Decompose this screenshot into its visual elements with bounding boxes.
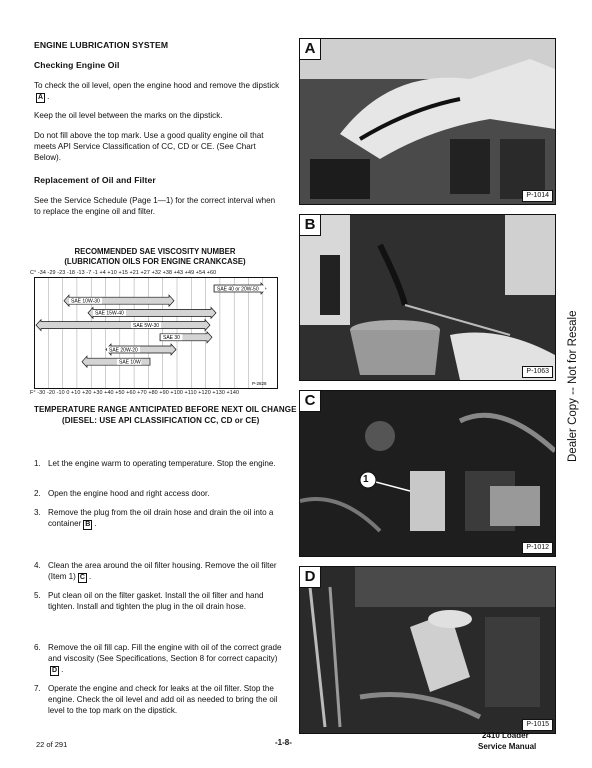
- viscosity-bar-label: SAE 15W-40: [95, 310, 124, 317]
- photo-b-letter: B: [299, 214, 321, 236]
- paragraph-oil-level: Keep the oil level between the marks on the dipstick.: [34, 111, 223, 120]
- photo-c-letter: C: [299, 390, 321, 412]
- subheading-checking-oil: Checking Engine Oil: [34, 60, 120, 70]
- figure-ref-b: B: [85, 521, 91, 528]
- photo-a-letter: A: [299, 38, 321, 60]
- photo-b-id: P-1063: [522, 366, 553, 378]
- temperature-range-heading: TEMPERATURE RANGE ANTICIPATED BEFORE NEXT OIL CHANGE: [34, 405, 297, 414]
- viscosity-bar-label: SAE 40 or 20W-50: [217, 286, 259, 293]
- step-5: 5. Put clean oil on the filter gasket. Install the oil filter and hand tighten. Install and tighten the plug in the oil drain hose.: [34, 591, 264, 611]
- step-1: 1. Let the engine warm to operating temperature. Stop the engine.: [34, 459, 276, 468]
- viscosity-bar-label: SAE 10W-30: [71, 298, 100, 305]
- footer-manual: Service Manual: [478, 742, 537, 751]
- viscosity-chart: [34, 277, 278, 389]
- photo-d: [299, 566, 556, 734]
- chart-code: P-2828: [252, 381, 267, 386]
- api-classification-note: (DIESEL: USE API CLASSIFICATION CC, CD or CE): [62, 416, 260, 425]
- viscosity-bar-label: SAE 10W: [119, 359, 141, 366]
- viscosity-bar-label: SAE 20W-20: [109, 347, 138, 354]
- paragraph-service-schedule: See the Service Schedule (Page 1—1) for the correct interval when to replace the engine oil and filter.: [34, 196, 276, 216]
- step-6: 6. Remove the oil fill cap. Fill the engine with oil of the correct grade and viscosity (See Specifications, Section 8 for correct capacity)D .: [34, 643, 282, 674]
- viscosity-bar-label: SAE 30: [163, 335, 180, 342]
- photo-a-image: [300, 39, 555, 204]
- photo-d-image: [300, 567, 555, 733]
- viscosity-bar-label: SAE 5W-30: [133, 322, 160, 329]
- subheading-replacement: Replacement of Oil and Filter: [34, 175, 156, 185]
- chart-title-2: (LUBRICATION OILS FOR ENGINE CRANKCASE): [64, 257, 246, 266]
- chart-title-1: RECOMMENDED SAE VISCOSITY NUMBER: [74, 247, 236, 256]
- dealer-copy-notice: Dealer Copy -- Not for Resale: [567, 310, 579, 462]
- photo-b: [299, 214, 556, 381]
- step-4: 4. Clean the area around the oil filter housing. Remove the oil filter (Item 1) C .: [34, 561, 277, 581]
- paragraph-check-oil: To check the oil level, open the engine hood and remove the dipstickA .: [34, 81, 280, 101]
- figure-ref-a: A: [38, 94, 44, 101]
- section-title: ENGINE LUBRICATION SYSTEM: [34, 40, 169, 50]
- step-3: 3. Remove the plug from the oil drain hose and drain the oil into a container B .: [34, 508, 274, 528]
- step-7: 7. Operate the engine and check for leaks at the oil filter. Stop the engine. Check the oil level and add oil as needed to bring the oil level to the top mark on the dipstick.: [34, 684, 278, 715]
- photo-c-id: P-1012: [522, 542, 553, 554]
- celsius-scale: C° -34 -29 -23 -18 -13 -7 -1 +4 +10 +15 +21 +27 +32 +38 +43 +49 +54 +60: [30, 270, 217, 276]
- photo-b-image: [300, 215, 555, 380]
- step-2: 2. Open the engine hood and right access door.: [34, 489, 210, 498]
- footer-model: 2410 Loader: [482, 731, 529, 740]
- photo-c-callout: 1: [363, 474, 369, 485]
- figure-ref-d: D: [52, 667, 58, 674]
- photo-a: [299, 38, 556, 205]
- photo-c: [299, 390, 556, 557]
- page-number: -1-8-: [275, 738, 292, 747]
- photo-c-image: [300, 391, 555, 556]
- photo-d-id: P-1015: [522, 719, 553, 731]
- photo-d-letter: D: [299, 566, 321, 588]
- paragraph-oil-quality: Do not fill above the top mark. Use a good quality engine oil that meets API Service Classification of CC, CD or CE. (See Chart Below).: [34, 131, 264, 162]
- fahrenheit-scale: F° -30 -20 -10 0 +10 +20 +30 +40 +50 +60 +70 +80 +90 +100 +110 +120 +130 +140: [30, 390, 240, 396]
- figure-ref-c: C: [79, 574, 85, 581]
- page-count: 22 of 291: [36, 740, 68, 749]
- photo-a-id: P-1014: [522, 190, 553, 202]
